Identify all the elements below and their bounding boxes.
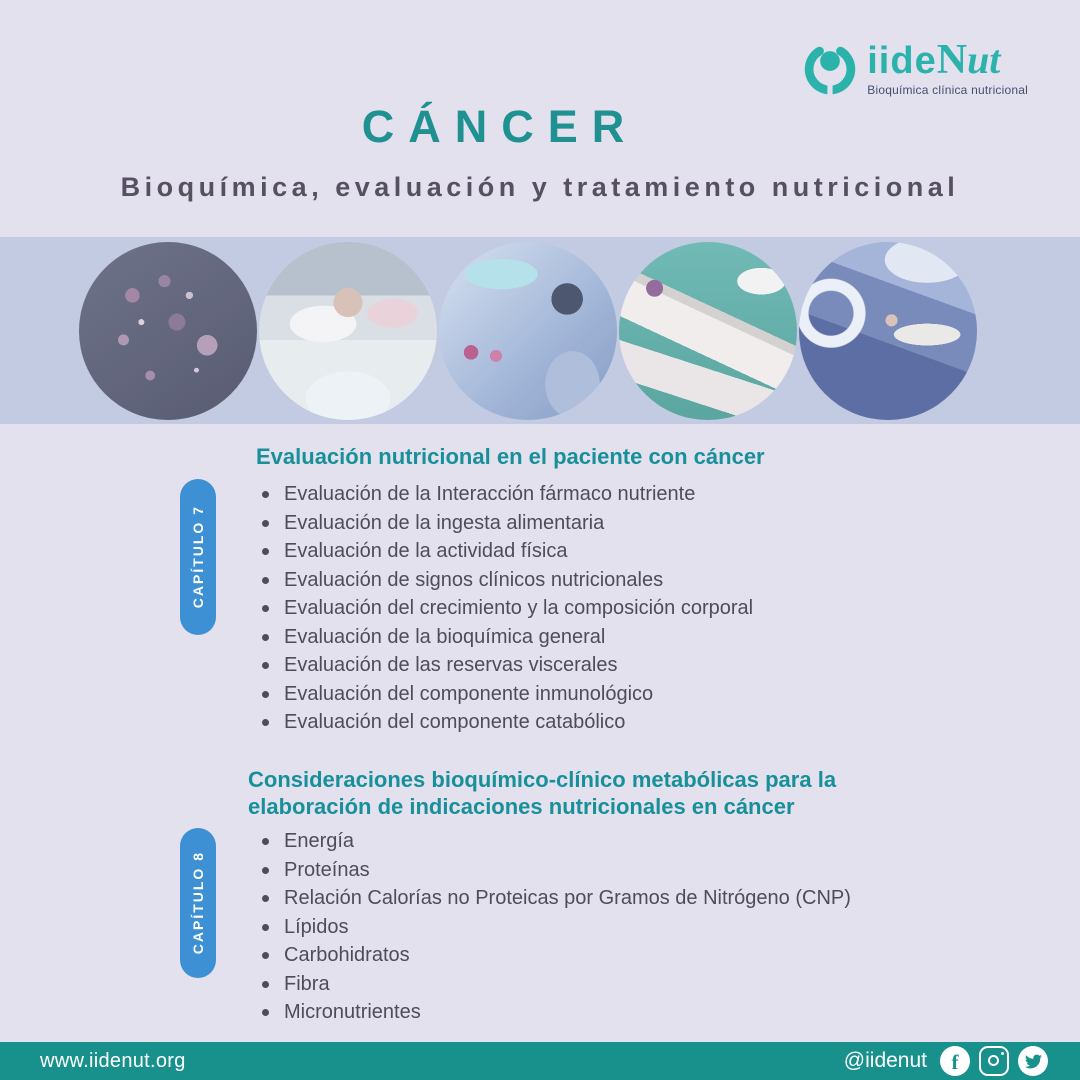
list-item: Fibra — [256, 970, 851, 999]
list-item: Evaluación del componente inmunológico — [256, 680, 753, 709]
chapter-7-badge-label: CAPÍTULO 7 — [190, 505, 206, 609]
list-item: Evaluación de signos clínicos nutricionales — [256, 566, 753, 595]
chapter-7-list — [256, 480, 753, 737]
list-item: Micronutrientes — [256, 998, 851, 1027]
page-title: CÁNCER — [361, 101, 639, 152]
logo-person-icon — [801, 36, 859, 100]
instagram-icon[interactable] — [979, 1046, 1009, 1076]
chapter-8-list — [256, 827, 851, 1027]
list-item: Proteínas — [256, 856, 851, 885]
list-item: Evaluación de la ingesta alimentaria — [256, 509, 753, 538]
brand-name-part2: N — [936, 37, 968, 83]
list-item: Relación Calorías no Proteicas por Gramos de Nitrógeno (CNP) — [256, 884, 851, 913]
social-block — [844, 1046, 1048, 1076]
list-item: Evaluación de la bioquímica general — [256, 623, 753, 652]
facebook-f-glyph: f — [951, 1050, 959, 1074]
photo-cancer-cells — [79, 242, 257, 420]
list-item: Carbohidratos — [256, 941, 851, 970]
photo-band — [0, 237, 1080, 424]
list-item: Evaluación del crecimiento y la composición corporal — [256, 594, 753, 623]
chapter-8-heading: Consideraciones bioquímico-clínico metabólicas para la elaboración de indicaciones nutricionales en cáncer — [248, 767, 837, 819]
twitter-icon[interactable] — [1018, 1046, 1048, 1076]
list-item: Evaluación de la Interacción fármaco nutriente — [256, 480, 753, 509]
brand-name — [867, 39, 1028, 81]
photo-syringes-equipment — [619, 242, 797, 420]
list-item: Energía — [256, 827, 851, 856]
footer-bar — [0, 1042, 1080, 1080]
twitter-bird-glyph — [1025, 1053, 1042, 1070]
chapter-7-badge — [180, 479, 216, 635]
brand-tagline: Bioquímica clínica nutricional — [867, 83, 1028, 97]
photo-patient-in-hospital-bed — [259, 242, 437, 420]
list-item: Lípidos — [256, 913, 851, 942]
brand-logo — [801, 36, 1028, 100]
chapter-8-badge-label: CAPÍTULO 8 — [190, 851, 206, 955]
photo-laboratory-analysis — [439, 242, 617, 420]
website-url[interactable]: www.iidenut.org — [40, 1049, 186, 1072]
brand-name-part1: iide — [867, 40, 937, 82]
photo-radiotherapy-machine — [799, 242, 977, 420]
chapter-8-badge — [180, 828, 216, 978]
facebook-icon[interactable] — [940, 1046, 970, 1076]
list-item: Evaluación de la actividad física — [256, 537, 753, 566]
list-item: Evaluación de las reservas viscerales — [256, 651, 753, 680]
page-subtitle: Bioquímica, evaluación y tratamiento nutricional — [120, 172, 960, 202]
brand-name-part3: ut — [967, 37, 1001, 82]
chapter-7-heading: Evaluación nutricional en el paciente con cáncer — [256, 444, 765, 469]
list-item: Evaluación del componente catabólico — [256, 708, 753, 737]
social-handle[interactable]: @iidenut — [843, 1049, 927, 1072]
brand-text-block — [867, 39, 1028, 97]
